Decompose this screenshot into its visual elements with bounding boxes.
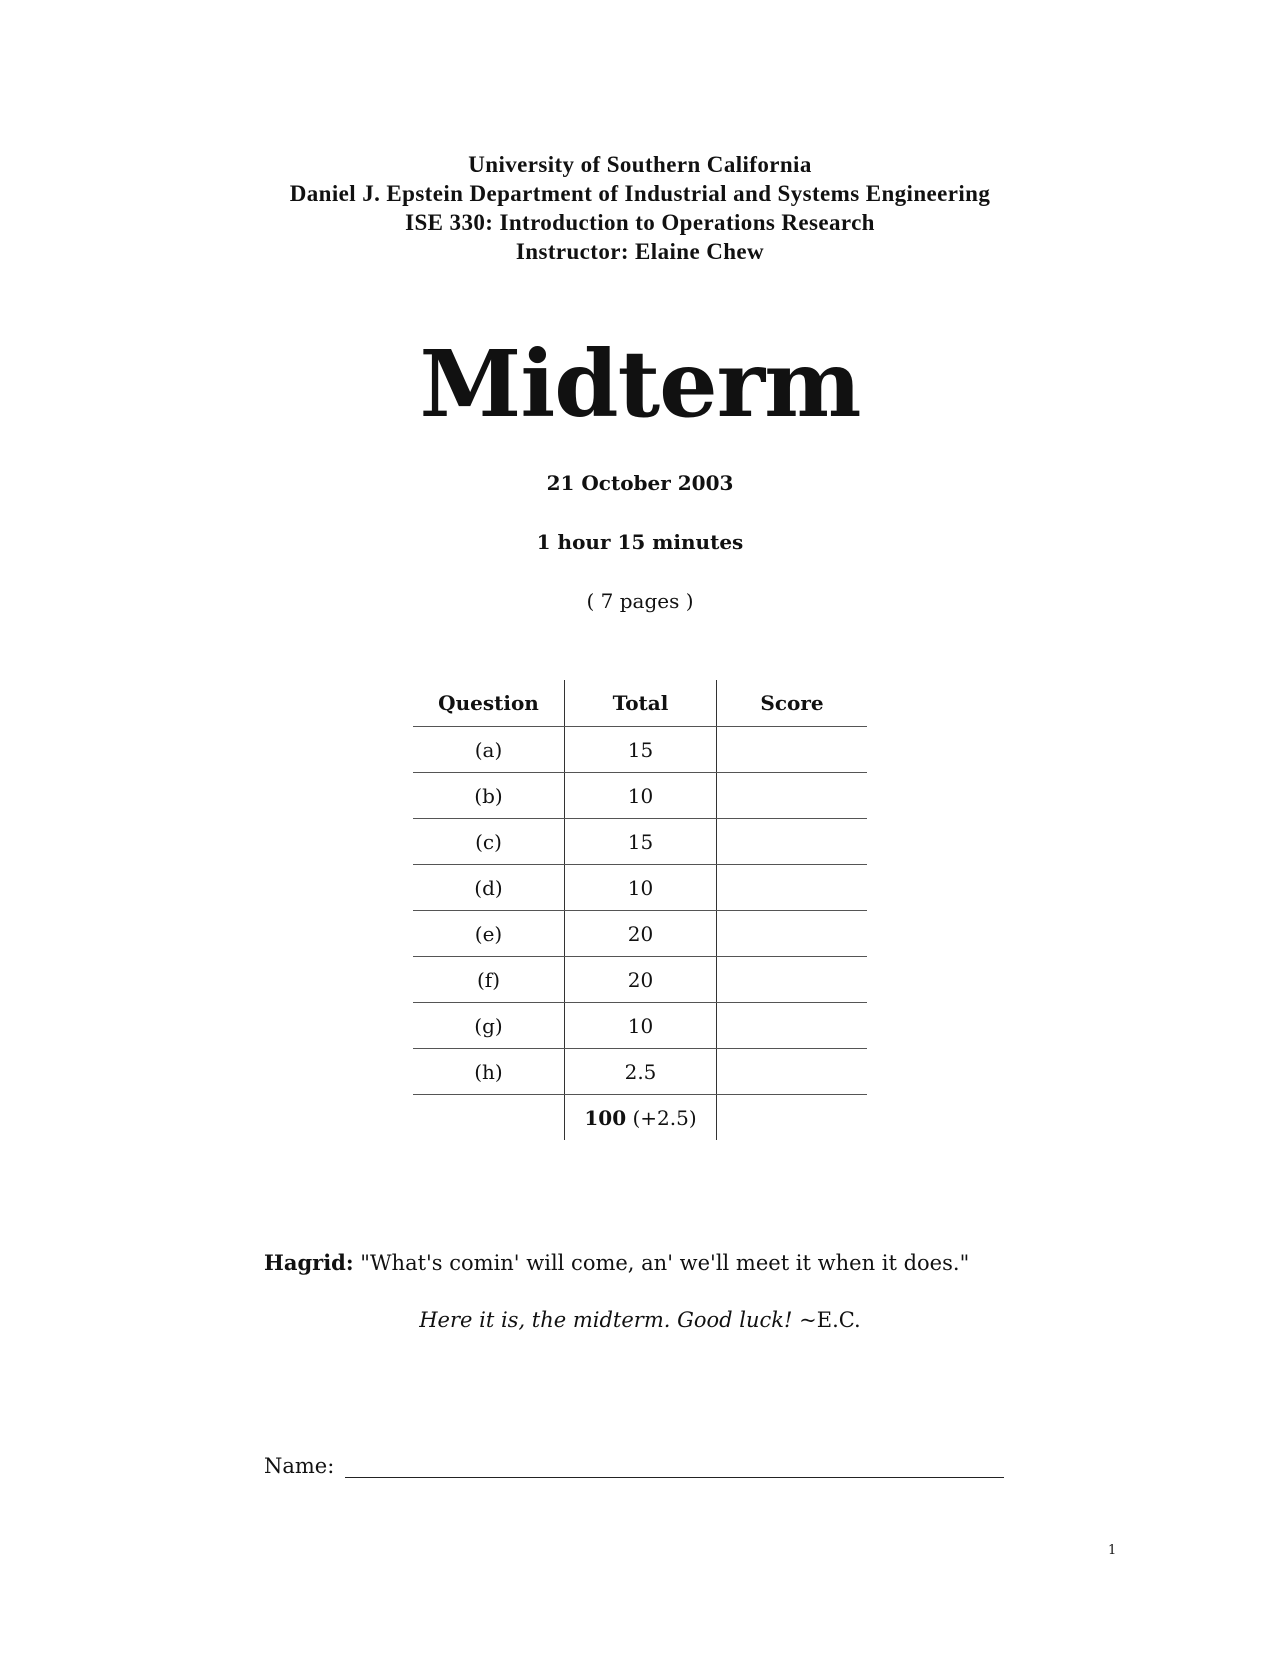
question-cell: (h)	[413, 1049, 565, 1095]
score-cell[interactable]	[717, 865, 868, 911]
total-cell: 15	[565, 727, 717, 773]
table-row	[413, 957, 867, 1003]
hagrid-quote	[264, 1250, 969, 1275]
total-cell: 10	[565, 865, 717, 911]
table-row	[413, 773, 867, 819]
score-cell[interactable]	[717, 773, 868, 819]
university-name: University of Southern California	[468, 152, 812, 177]
score-cell[interactable]	[717, 1003, 868, 1049]
grand-total	[565, 1095, 717, 1141]
quote-speaker: Hagrid:	[264, 1250, 354, 1275]
total-cell: 20	[565, 911, 717, 957]
grand-total-value: 100	[584, 1105, 627, 1130]
good-luck-note	[0, 1308, 1280, 1332]
header-score: Score	[717, 680, 868, 727]
page-number: 1	[1108, 1543, 1117, 1558]
score-cell[interactable]	[717, 727, 868, 773]
exam-title: Midterm	[419, 330, 861, 438]
page-count: ( 7 pages )	[586, 589, 694, 613]
score-table	[413, 680, 867, 1140]
header-question: Question	[413, 680, 565, 727]
instructor-name: Instructor: Elaine Chew	[515, 239, 765, 264]
name-field[interactable]	[345, 1477, 1004, 1478]
question-cell: (c)	[413, 819, 565, 865]
question-cell: (b)	[413, 773, 565, 819]
table-row	[413, 819, 867, 865]
score-cell[interactable]	[717, 1049, 868, 1095]
question-cell: (e)	[413, 911, 565, 957]
total-row	[413, 1095, 867, 1141]
signature: ~E.C.	[799, 1308, 861, 1332]
table-row	[413, 1049, 867, 1095]
question-cell: (g)	[413, 1003, 565, 1049]
table-row	[413, 911, 867, 957]
question-cell: (f)	[413, 957, 565, 1003]
header-total: Total	[565, 680, 717, 727]
exam-duration: 1 hour 15 minutes	[536, 530, 744, 554]
course-name: ISE 330: Introduction to Operations Research	[405, 210, 875, 235]
name-label: Name:	[264, 1454, 335, 1478]
score-cell[interactable]	[717, 911, 868, 957]
total-cell: 15	[565, 819, 717, 865]
score-cell[interactable]	[717, 957, 868, 1003]
table-row	[413, 865, 867, 911]
question-cell: (a)	[413, 727, 565, 773]
question-cell: (d)	[413, 865, 565, 911]
exam-header	[0, 150, 1280, 266]
total-cell: 10	[565, 1003, 717, 1049]
good-luck-text: Here it is, the midterm. Good luck!	[419, 1308, 793, 1332]
total-cell: 20	[565, 957, 717, 1003]
table-row	[413, 1003, 867, 1049]
department-name: Daniel J. Epstein Department of Industrial and Systems Engineering	[289, 181, 991, 206]
total-cell: 10	[565, 773, 717, 819]
bonus-value: (+2.5)	[632, 1105, 697, 1130]
total-cell: 2.5	[565, 1049, 717, 1095]
exam-date: 21 October 2003	[546, 471, 734, 495]
table-row	[413, 727, 867, 773]
table-header-row	[413, 680, 867, 727]
quote-text: "What's comin' will come, an' we'll meet it when it does."	[360, 1251, 970, 1275]
score-cell[interactable]	[717, 819, 868, 865]
